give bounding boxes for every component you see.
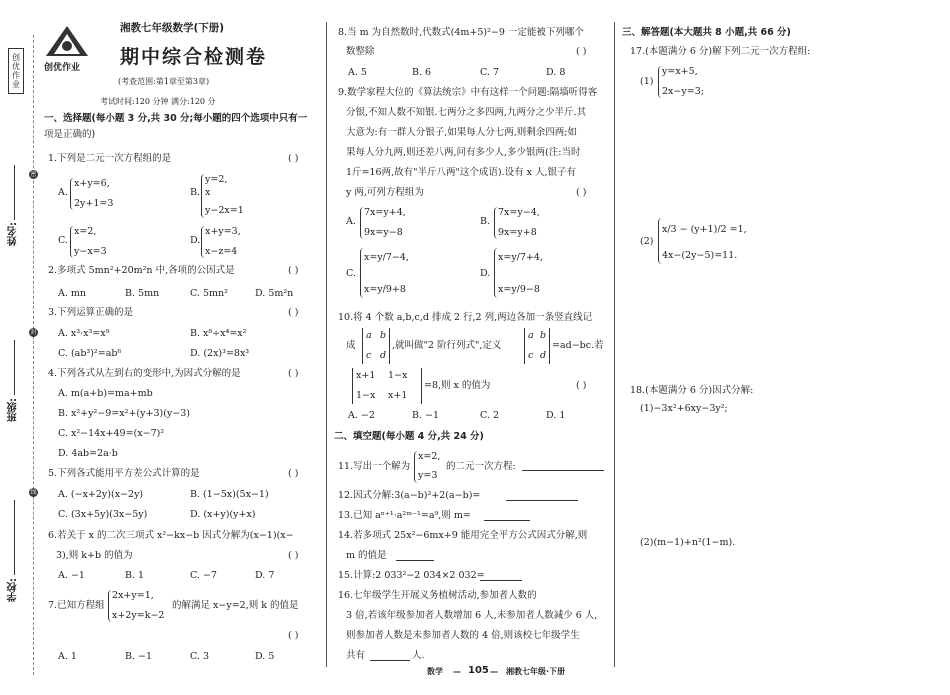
option[interactable]: B. 5mn: [125, 288, 160, 299]
answer-bracket[interactable]: ( ): [576, 187, 587, 198]
class-field[interactable]: [14, 340, 15, 395]
option[interactable]: D. 8: [546, 67, 566, 78]
equation: 7x=y+4,: [364, 207, 406, 218]
option[interactable]: C. 3: [190, 651, 210, 662]
name-label: 姓名:: [8, 222, 19, 246]
question-stem: 8.当 m 为自然数时,代数式(4m+5)²−9 一定能被下列哪个: [338, 27, 584, 38]
answer-blank[interactable]: [484, 520, 530, 521]
question-text: 1斤=16两,故有"半斤八两"这个成语).设有 x 人,银子有: [346, 167, 576, 178]
equation: y−2x=1: [205, 205, 244, 216]
option[interactable]: C. 2: [480, 410, 500, 421]
question-stem: 17.(本题满分 6 分)解下列二元一次方程组:: [630, 46, 811, 57]
question-stem: 3),则 k+b 的值为: [56, 550, 133, 561]
option[interactable]: C. x²−14x+49=(x−7)²: [58, 428, 165, 439]
question-stem: 7.已知方程组: [48, 600, 105, 611]
option[interactable]: C. (ab³)²=ab⁶: [58, 348, 122, 359]
answer-blank[interactable]: [370, 660, 410, 661]
option-label[interactable]: A.: [346, 216, 356, 227]
equation: x−z=4: [205, 246, 238, 257]
seal-dot: 线: [30, 489, 37, 496]
cut-line: [33, 35, 34, 675]
option-label[interactable]: B.: [190, 187, 201, 198]
option[interactable]: B. x²+y²−9=x²+(y+3)(y−3): [58, 408, 190, 419]
part-text: (1)−3x²+6xy−3y²;: [640, 403, 728, 414]
matrix-entry: b: [380, 330, 387, 341]
option[interactable]: C. 7: [480, 67, 500, 78]
section-heading: 一、选择题(每小题 3 分,共 30 分;每小题的四个选项中只有一: [44, 113, 308, 124]
question-text: 13.已知 aⁿ⁺¹·a²ᵐ⁻¹=a⁹,则 m=: [338, 510, 471, 521]
equation: x=y/7+4,: [498, 252, 543, 263]
matrix-entry: d: [380, 350, 387, 361]
question-stem: 18.(本题满分 6 分)因式分解:: [630, 385, 754, 396]
equation: x: [205, 187, 211, 198]
matrix-entry: c: [366, 350, 372, 361]
question-text: 分银,不知人数不知银.七两分之多四两,九两分之少半斤.其: [346, 107, 587, 118]
option[interactable]: C. −7: [190, 570, 217, 581]
question-text: 12.因式分解:3(a−b)²+2(a−b)=: [338, 490, 481, 501]
brand-tag: 创优作业: [8, 48, 24, 94]
equation: x=y/7−4,: [364, 252, 409, 263]
answer-blank[interactable]: [522, 470, 604, 471]
equation: x=2,: [74, 226, 97, 237]
question-stem: 4.下列各式从左到右的变形中,为因式分解的是: [48, 368, 241, 379]
question-text: 14.若多项式 25x²−6mx+9 能用完全平方公式因式分解,则: [338, 530, 588, 541]
equation: 7x=y−4,: [498, 207, 540, 218]
option[interactable]: D. (x+y)(y+x): [190, 509, 256, 520]
answer-bracket[interactable]: ( ): [576, 380, 587, 391]
equation: x=2,: [418, 451, 441, 462]
column-divider: [326, 22, 327, 667]
option[interactable]: D. (2x)³=8x³: [190, 348, 250, 359]
answer-bracket[interactable]: ( ): [288, 550, 299, 561]
question-text: 成: [346, 340, 356, 351]
equation: 4x−(2y−5)=11.: [662, 250, 738, 261]
matrix-entry: x+1: [356, 370, 376, 381]
question-text: m 的值是: [346, 550, 387, 561]
question-stem: 6.若关于 x 的二次三项式 x²−kx−b 因式分解为(x−1)(x−: [48, 530, 294, 541]
question-text: 果每人分九两,则还差八两,问有多少人,多少银两(注:当时: [346, 147, 581, 158]
question-text: 9.数学家程大位的《算法统宗》中有这样一个问题:隔墙听得客: [338, 87, 598, 98]
question-text: =ad−bc.若: [552, 340, 604, 351]
equation: 2x−y=3;: [662, 86, 704, 97]
part-label: (2): [640, 236, 654, 247]
answer-blank[interactable]: [480, 580, 522, 581]
option[interactable]: D. 4ab=2a·b: [58, 448, 118, 459]
subtitle: 湘教七年级数学(下册): [120, 22, 225, 34]
equation: y−x=3: [74, 246, 107, 257]
logo-text: 创优作业: [44, 63, 81, 73]
seal-dot: 密: [30, 171, 37, 178]
equation: 2y+1=3: [74, 198, 114, 209]
seal-dot: 封: [30, 329, 37, 336]
section-heading-cont: 项是正确的): [44, 129, 96, 140]
page-title: 期中综合检测卷: [120, 46, 268, 68]
option[interactable]: D. 7: [255, 570, 275, 581]
column-divider: [614, 22, 615, 667]
time-text: 考试时间:120 分钟 满分:120 分: [100, 97, 216, 106]
option[interactable]: A. 1: [58, 651, 77, 662]
answer-bracket[interactable]: ( ): [288, 468, 299, 479]
binding-margin: [0, 0, 38, 695]
answer-blank[interactable]: [506, 500, 578, 501]
option[interactable]: A. x³·x³=x⁹: [58, 328, 110, 339]
equation: x+y=3,: [205, 226, 241, 237]
question-text: 15.计算:2 033²−2 034×2 032=: [338, 570, 485, 581]
question-stem: 5.下列各式能用平方差公式计算的是: [48, 468, 200, 479]
answer-bracket[interactable]: ( ): [288, 153, 299, 164]
scope-text: (考查范围:第1章至第3章): [118, 77, 210, 86]
option[interactable]: A. −2: [348, 410, 375, 421]
matrix-entry: c: [528, 350, 534, 361]
option[interactable]: A. (−x+2y)(x−2y): [58, 489, 144, 500]
question-stem: 数整除: [346, 46, 375, 57]
matrix-entry: x+1: [388, 390, 408, 401]
option[interactable]: B. −1: [412, 410, 440, 421]
option[interactable]: A. m(a+b)=ma+mb: [58, 388, 153, 399]
option-label[interactable]: B.: [480, 216, 491, 227]
answer-bracket[interactable]: ( ): [288, 630, 299, 641]
page-number: 105: [468, 665, 489, 676]
question-stem: 的解满足 x−y=2,则 k 的值是: [172, 600, 299, 611]
question-text: 10.将 4 个数 a,b,c,d 排成 2 行,2 列,两边各加一条竖直线记: [338, 312, 593, 323]
question-text: 共有: [346, 650, 366, 661]
matrix-entry: d: [540, 350, 547, 361]
answer-bracket[interactable]: ( ): [288, 368, 299, 379]
equation: x=y/9−8: [498, 284, 540, 295]
question-text: 大意为:有一群人分银子,如果每人分七两,则剩余四两;如: [346, 127, 577, 138]
answer-blank[interactable]: [396, 560, 434, 561]
option[interactable]: B. (1−5x)(5x−1): [190, 489, 269, 500]
question-text: 的二元一次方程:: [446, 461, 516, 472]
equation: x+2y=k−2: [112, 610, 165, 621]
equation: 9x=y−8: [364, 227, 403, 238]
part-text: (2)(m−1)+n²(1−m).: [640, 537, 736, 548]
option[interactable]: D. 5: [255, 651, 275, 662]
equation: x+y=6,: [74, 178, 110, 189]
question-stem: 3.下列运算正确的是: [48, 307, 134, 318]
option[interactable]: C. (3x+5y)(3x−5y): [58, 509, 148, 520]
option[interactable]: B. x⁸÷x⁴=x²: [190, 328, 247, 339]
question-text: 则参加者人数是未参加者人数的 4 倍,则该校七年级学生: [346, 630, 580, 641]
equation: x=y/9+8: [364, 284, 406, 295]
option[interactable]: B. 1: [125, 570, 145, 581]
part-label: (1): [640, 76, 654, 87]
option[interactable]: D. 1: [546, 410, 566, 421]
question-text: =8,则 x 的值为: [424, 380, 491, 391]
footer-dash: —: [453, 667, 461, 676]
question-text: 11.写出一个解为: [338, 461, 411, 472]
option[interactable]: B. 6: [412, 67, 432, 78]
option[interactable]: C. 5mn²: [190, 288, 228, 299]
answer-bracket[interactable]: ( ): [288, 265, 299, 276]
footer-book: 湘教七年级·下册: [506, 667, 566, 676]
equation: y=3: [418, 470, 438, 481]
option[interactable]: A. 5: [348, 67, 367, 78]
equation: 9x=y+8: [498, 227, 537, 238]
equation: y=2,: [205, 174, 228, 185]
question-stem: 2.多项式 5mn²+20m²n 中,各项的公因式是: [48, 265, 235, 276]
option-label[interactable]: C.: [346, 268, 356, 279]
matrix-entry: 1−x: [388, 370, 408, 381]
question-stem: 1.下列是二元一次方程组的是: [48, 153, 172, 164]
option-label[interactable]: C.: [58, 235, 68, 246]
option-label[interactable]: D.: [480, 268, 491, 279]
matrix-entry: a: [528, 330, 534, 341]
school-label: 学校:: [8, 578, 19, 602]
matrix-entry: b: [540, 330, 547, 341]
question-text: y 两,可列方程组为: [346, 187, 424, 198]
question-text: 3 倍,若该年级参加者人数增加 6 人,未参加者人数减少 6 人,: [346, 610, 598, 621]
answer-bracket[interactable]: ( ): [576, 46, 587, 57]
option[interactable]: B. −1: [125, 651, 153, 662]
option[interactable]: D. 5m²n: [255, 288, 294, 299]
question-text: 16.七年级学生开展义务植树活动,参加者人数的: [338, 590, 537, 601]
matrix-entry: a: [366, 330, 372, 341]
footer-subject: 数学: [427, 667, 443, 676]
name-field[interactable]: [14, 165, 15, 220]
section-heading: 二、填空题(每小题 4 分,共 24 分): [334, 431, 484, 442]
school-field[interactable]: [14, 500, 15, 575]
option-label[interactable]: D.: [190, 235, 201, 246]
question-text: 人.: [412, 650, 425, 661]
footer-dash: —: [490, 667, 498, 676]
question-text: ,就叫做"2 阶行列式",定义: [392, 340, 502, 351]
option-label[interactable]: A.: [58, 187, 68, 198]
class-label: 班级:: [8, 398, 19, 422]
section-heading: 三、解答题(本大题共 8 小题,共 66 分): [622, 27, 791, 38]
equation: x/3 − (y+1)/2 =1,: [662, 224, 747, 235]
option[interactable]: A. mn: [58, 288, 87, 299]
logo-icon: [44, 24, 90, 58]
answer-bracket[interactable]: ( ): [288, 307, 299, 318]
matrix-entry: 1−x: [356, 390, 376, 401]
equation: 2x+y=1,: [112, 590, 154, 601]
option[interactable]: A. −1: [58, 570, 85, 581]
equation: y=x+5,: [662, 66, 698, 77]
